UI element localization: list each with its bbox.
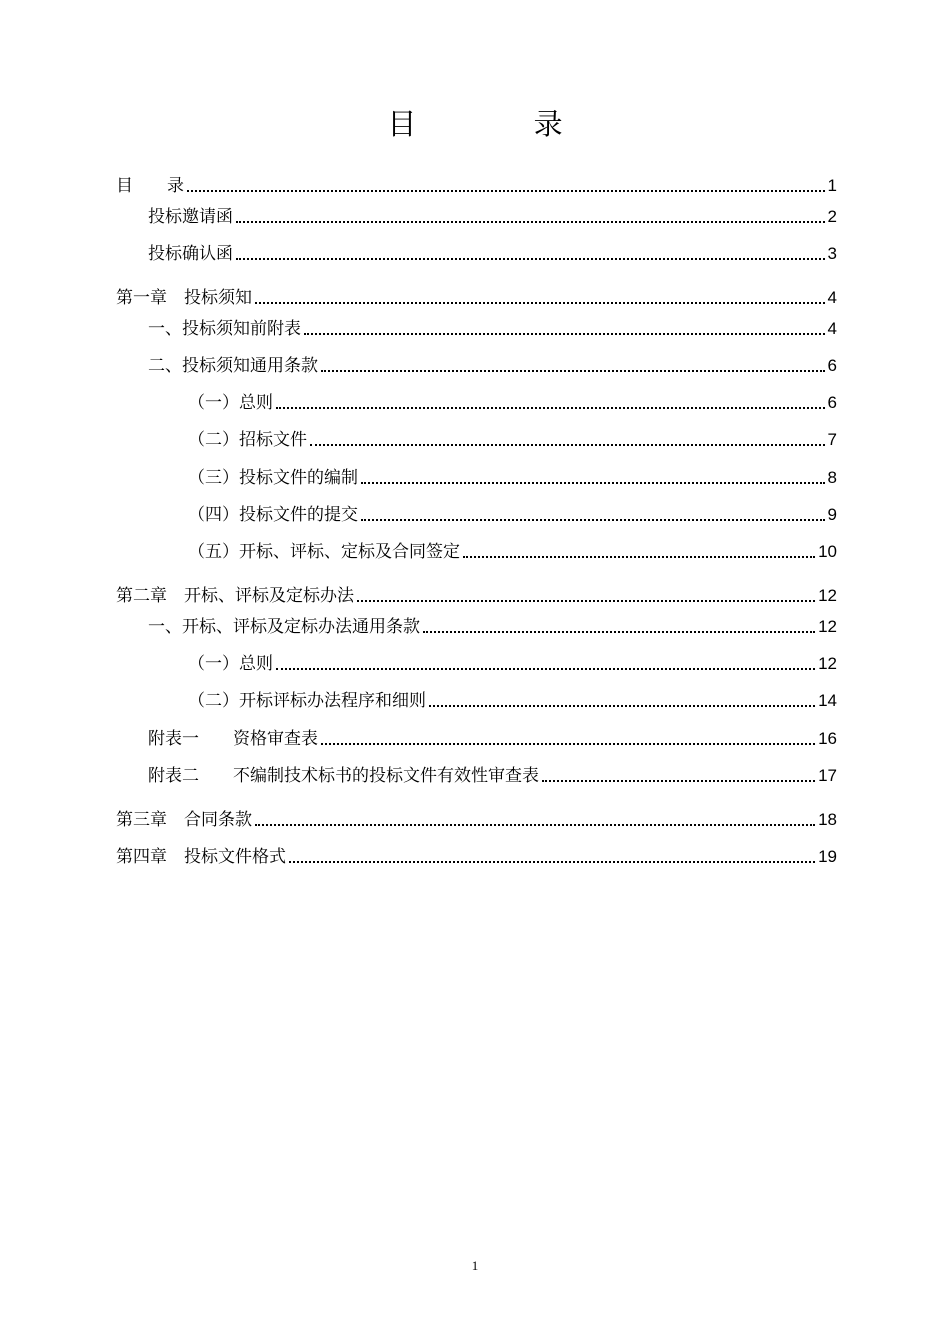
toc-label: 第一章 投标须知 (116, 288, 252, 308)
toc-page-number: 12 (818, 617, 837, 636)
toc-page-number: 19 (818, 847, 837, 866)
toc-leader-dots (304, 333, 825, 335)
toc-entry (116, 846, 837, 868)
toc-page-number: 6 (827, 356, 837, 375)
toc-leader-dots (187, 190, 825, 192)
toc-entry (148, 728, 837, 750)
toc-entry (188, 467, 837, 489)
toc-page-number: 14 (818, 691, 837, 710)
toc-entry (148, 206, 837, 228)
toc-page-number: 6 (827, 393, 837, 412)
toc-entry (148, 243, 837, 265)
toc-entry (148, 765, 837, 787)
toc-label: 一、开标、评标及定标办法通用条款 (148, 617, 420, 637)
toc-label: （五）开标、评标、定标及合同签定 (188, 542, 460, 562)
toc-leader-dots (429, 705, 815, 707)
toc-page-number: 7 (827, 430, 837, 449)
toc-leader-dots (423, 631, 815, 633)
toc-label: 第二章 开标、评标及定标办法 (116, 586, 354, 606)
toc-page-number: 9 (827, 505, 837, 524)
toc-page-number: 10 (818, 542, 837, 561)
toc-label: 投标邀请函 (148, 207, 233, 227)
toc-leader-dots (542, 780, 815, 782)
toc-leader-dots (236, 221, 825, 223)
toc-leader-dots (361, 519, 825, 521)
page-title: 目 录 (387, 107, 617, 141)
toc-leader-dots (321, 743, 815, 745)
toc-entry (188, 504, 837, 526)
toc-entry (116, 585, 837, 607)
toc-entry (116, 175, 837, 197)
toc-entry (116, 809, 837, 831)
toc-label: 第四章 投标文件格式 (116, 847, 286, 867)
toc-label: （一）总则 (188, 654, 273, 674)
toc-label: 二、投标须知通用条款 (148, 356, 318, 376)
toc-leader-dots (463, 556, 815, 558)
toc-label: （二）开标评标办法程序和细则 (188, 691, 426, 711)
toc-page-number: 12 (818, 586, 837, 605)
toc-entry (188, 429, 837, 451)
toc-leader-dots (276, 668, 815, 670)
toc-leader-dots (357, 600, 815, 602)
toc-page-number: 4 (827, 288, 837, 307)
toc-label: 附表一 资格审查表 (148, 729, 318, 749)
toc-entry (188, 690, 837, 712)
toc-page-number: 8 (827, 468, 837, 487)
toc-leader-dots (361, 482, 825, 484)
toc-entry (188, 392, 837, 414)
toc-leader-dots (236, 258, 825, 260)
toc-label: 一、投标须知前附表 (148, 319, 301, 339)
toc-entry (188, 541, 837, 563)
toc-leader-dots (310, 444, 825, 446)
toc-leader-dots (255, 824, 815, 826)
toc-entry (148, 616, 837, 638)
toc-label: （一）总则 (188, 393, 273, 413)
toc-label: 第三章 合同条款 (116, 810, 252, 830)
toc-entry (148, 318, 837, 340)
toc-entry (148, 355, 837, 377)
toc-label: 投标确认函 (148, 244, 233, 264)
toc-entry (116, 287, 837, 309)
toc-page-number: 18 (818, 810, 837, 829)
toc-page-number: 17 (818, 766, 837, 785)
toc-page-number: 1 (827, 176, 837, 195)
toc-label: （三）投标文件的编制 (188, 468, 358, 488)
toc-leader-dots (276, 407, 825, 409)
toc-label: （二）招标文件 (188, 430, 307, 450)
toc-page-number: 12 (818, 654, 837, 673)
toc-entry (188, 653, 837, 675)
toc-label: （四）投标文件的提交 (188, 505, 358, 525)
toc-leader-dots (255, 302, 825, 304)
toc-label: 附表二 不编制技术标书的投标文件有效性审查表 (148, 766, 539, 786)
footer-page-number: 1 (471, 1258, 479, 1273)
toc-leader-dots (321, 370, 825, 372)
toc-page-number: 16 (818, 729, 837, 748)
toc-page-number: 3 (827, 244, 837, 263)
toc-page-number: 2 (827, 207, 837, 226)
toc-leader-dots (289, 861, 815, 863)
toc-page-number: 4 (827, 319, 837, 338)
toc-label: 目 录 (116, 176, 184, 196)
